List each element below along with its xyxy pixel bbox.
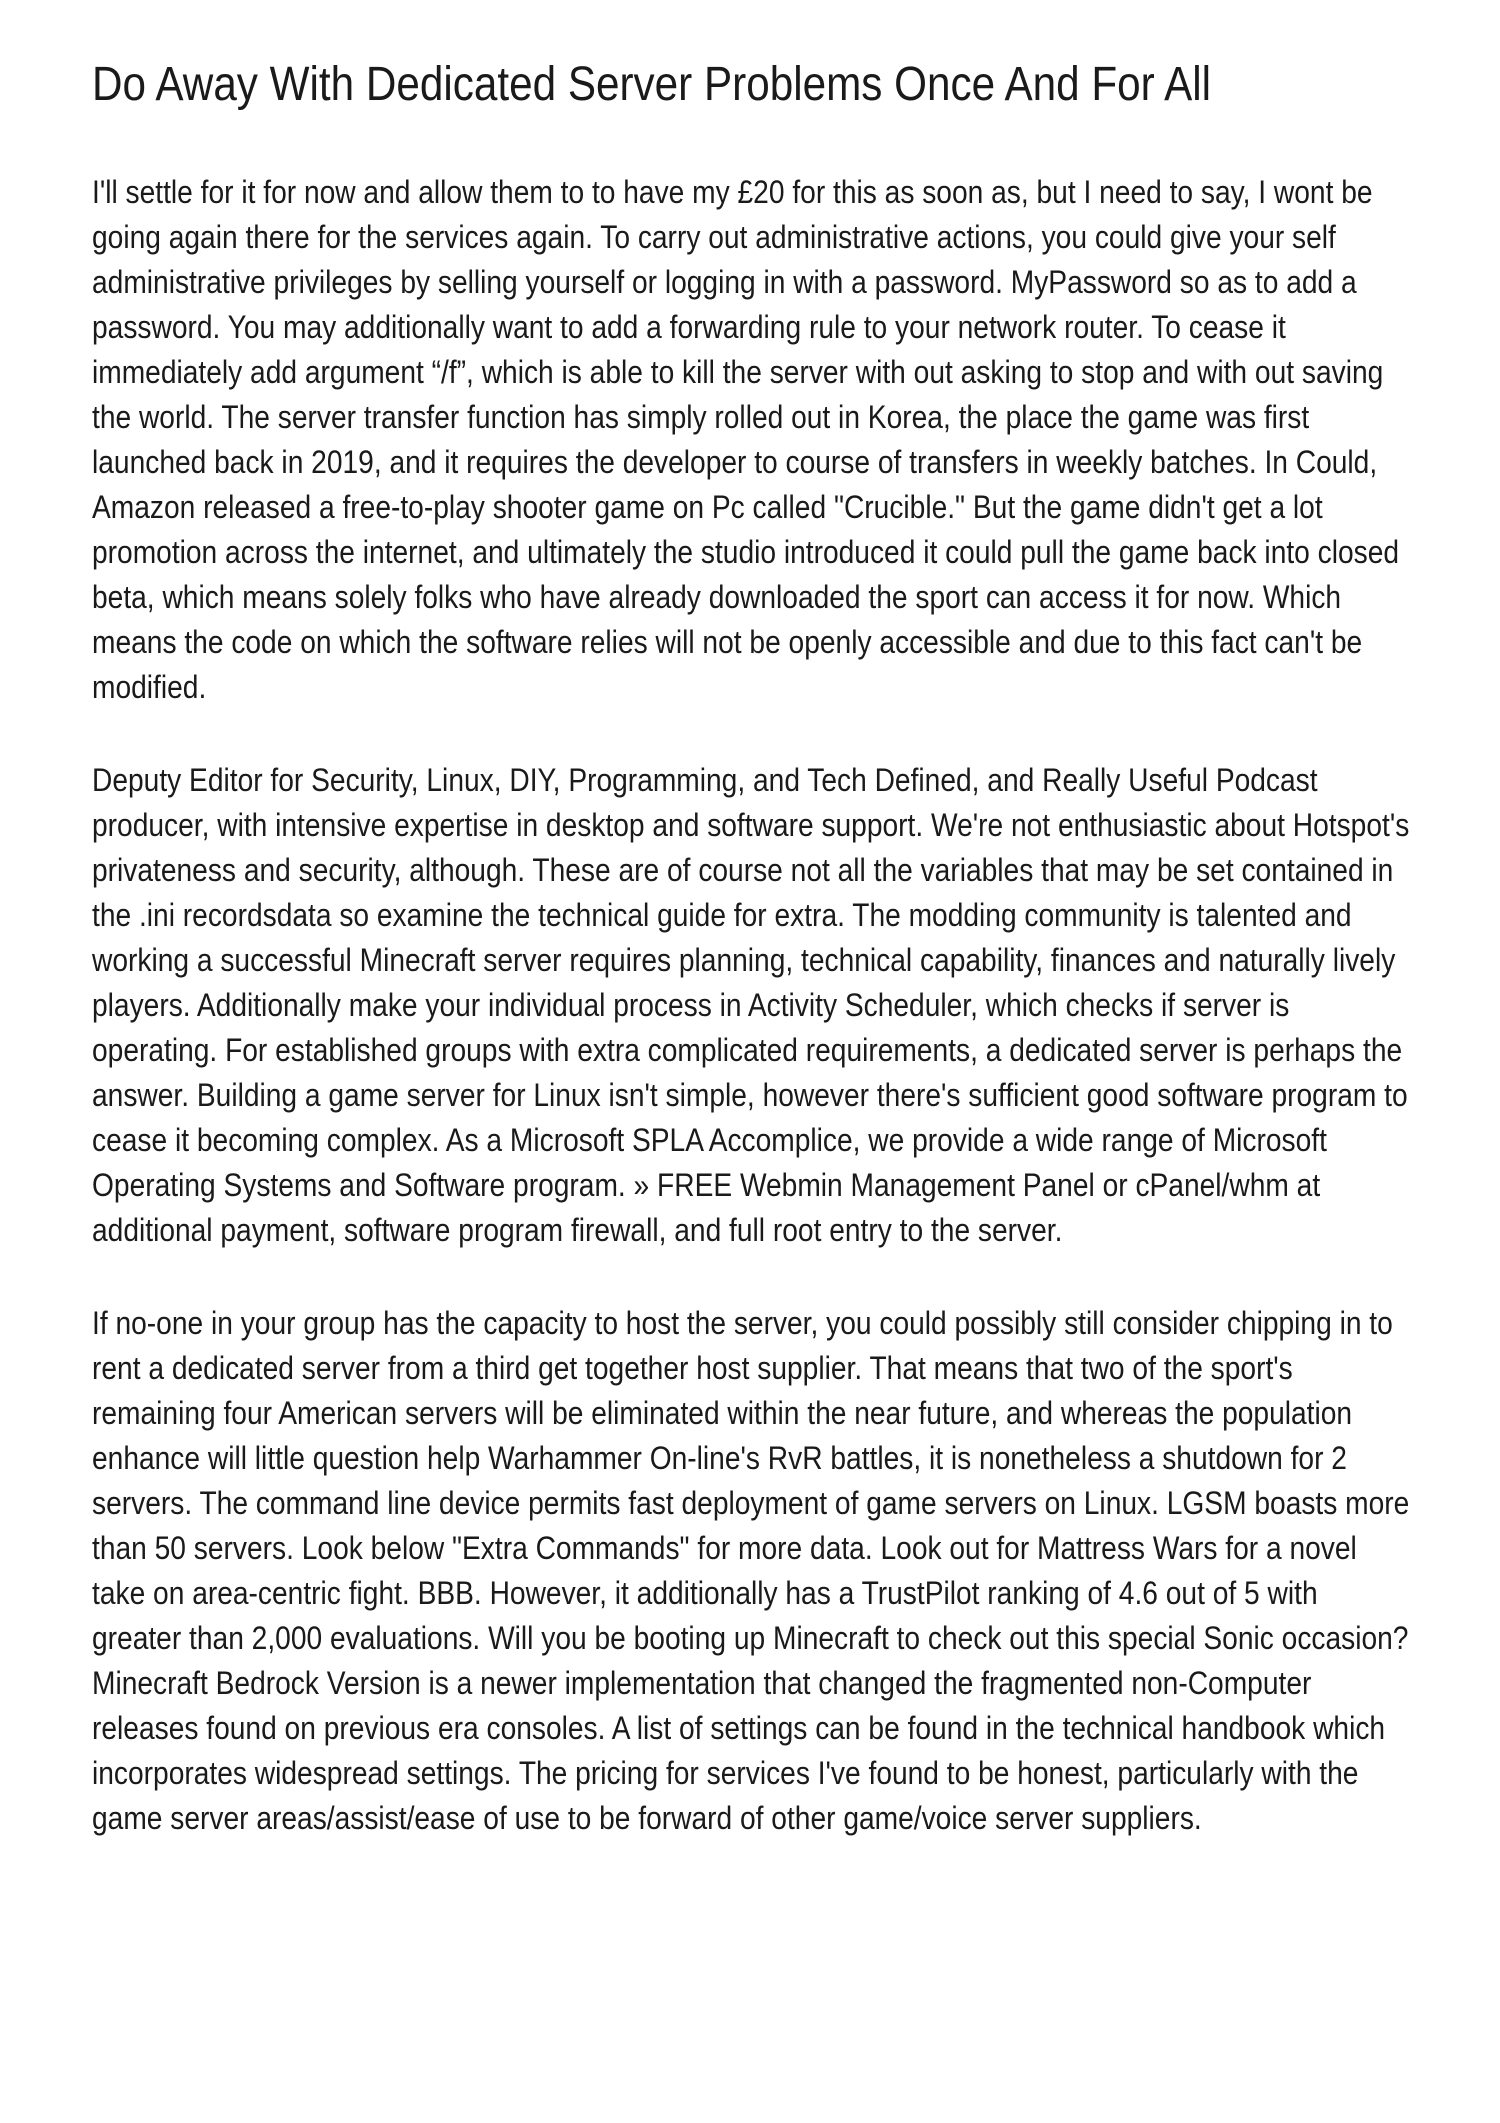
article-content: [92, 56, 1410, 1841]
article-paragraph-3: If no-one in your group has the capacity to host the server, you could possibly still consider chipping in to rent a dedicated server from a third get together host supplier. That means that two of the sport's remaining four American servers will be eliminated within the near future, and whereas the population enhance will little question help Warhammer On-line's RvR battles, it is nonetheless a shutdown for 2 servers. The command line device permits fast deployment of game servers on Linux. LGSM boasts more than 50 servers. Look below "Extra Commands" for more data. Look out for Mattress Wars for a novel take on area-centric fight. BBB. However, it additionally has a TrustPilot ranking of 4.6 out of 5 with greater than 2,000 evaluations. Will you be booting up Minecraft to check out this special Sonic occasion? Minecraft Bedrock Version is a newer implementation that changed the fragmented non-Computer releases found on previous era consoles. A list of settings can be found in the technical handbook which incorporates widespread settings. The pricing for services I've found to be honest, particularly with the game server areas/assist/ease of use to be forward of other game/voice server suppliers.: [92, 1305, 1410, 1836]
article-paragraph-2: Deputy Editor for Security, Linux, DIY, Programming, and Tech Defined, and Really Useful Podcast producer, with intensive expertise in desktop and software support. We're not enthusiastic about Hotspot's privateness and security, although. These are of course not all the variables that may be set contained in the .ini recordsdata so examine the technical guide for extra. The modding community is talented and working a successful Minecraft server requires planning, technical capability, finances and naturally lively players. Additionally make your individual process in Activity Scheduler, which checks if server is operating. For established groups with extra complicated requirements, a dedicated server is perhaps the answer. Building a game server for Linux isn't simple, however there's sufficient good software program to cease it becoming complex. As a Microsoft SPLA Accomplice, we provide a wide range of Microsoft Operating Systems and Software program. » FREE Webmin Management Panel or cPanel/whm at additional payment, software program firewall, and full root entry to the server.: [92, 762, 1410, 1248]
page-title: Do Away With Dedicated Server Problems Once And For All: [92, 58, 1212, 111]
article-paragraph-1: I'll settle for it for now and allow them to to have my £20 for this as soon as, but I need to say, I wont be going again there for the services again. To carry out administrative actions, you could give your self administrative privileges by selling yourself or logging in with a password. MyPassword so as to add a password. You may additionally want to add a forwarding rule to your network router. To cease it immediately add argument “/f”, which is able to kill the server with out asking to stop and with out saving the world. The server transfer function has simply rolled out in Korea, the place the game was first launched back in 2019, and it requires the developer to course of transfers in weekly batches. In Could, Amazon released a free-to-play shooter game on Pc called "Crucible." But the game didn't get a lot promotion across the internet, and ultimately the studio introduced it could pull the game back into closed beta, which means solely folks who have already downloaded the sport can access it for now. Which means the code on which the software relies will not be openly accessible and due to this fact can't be modified.: [92, 174, 1400, 705]
